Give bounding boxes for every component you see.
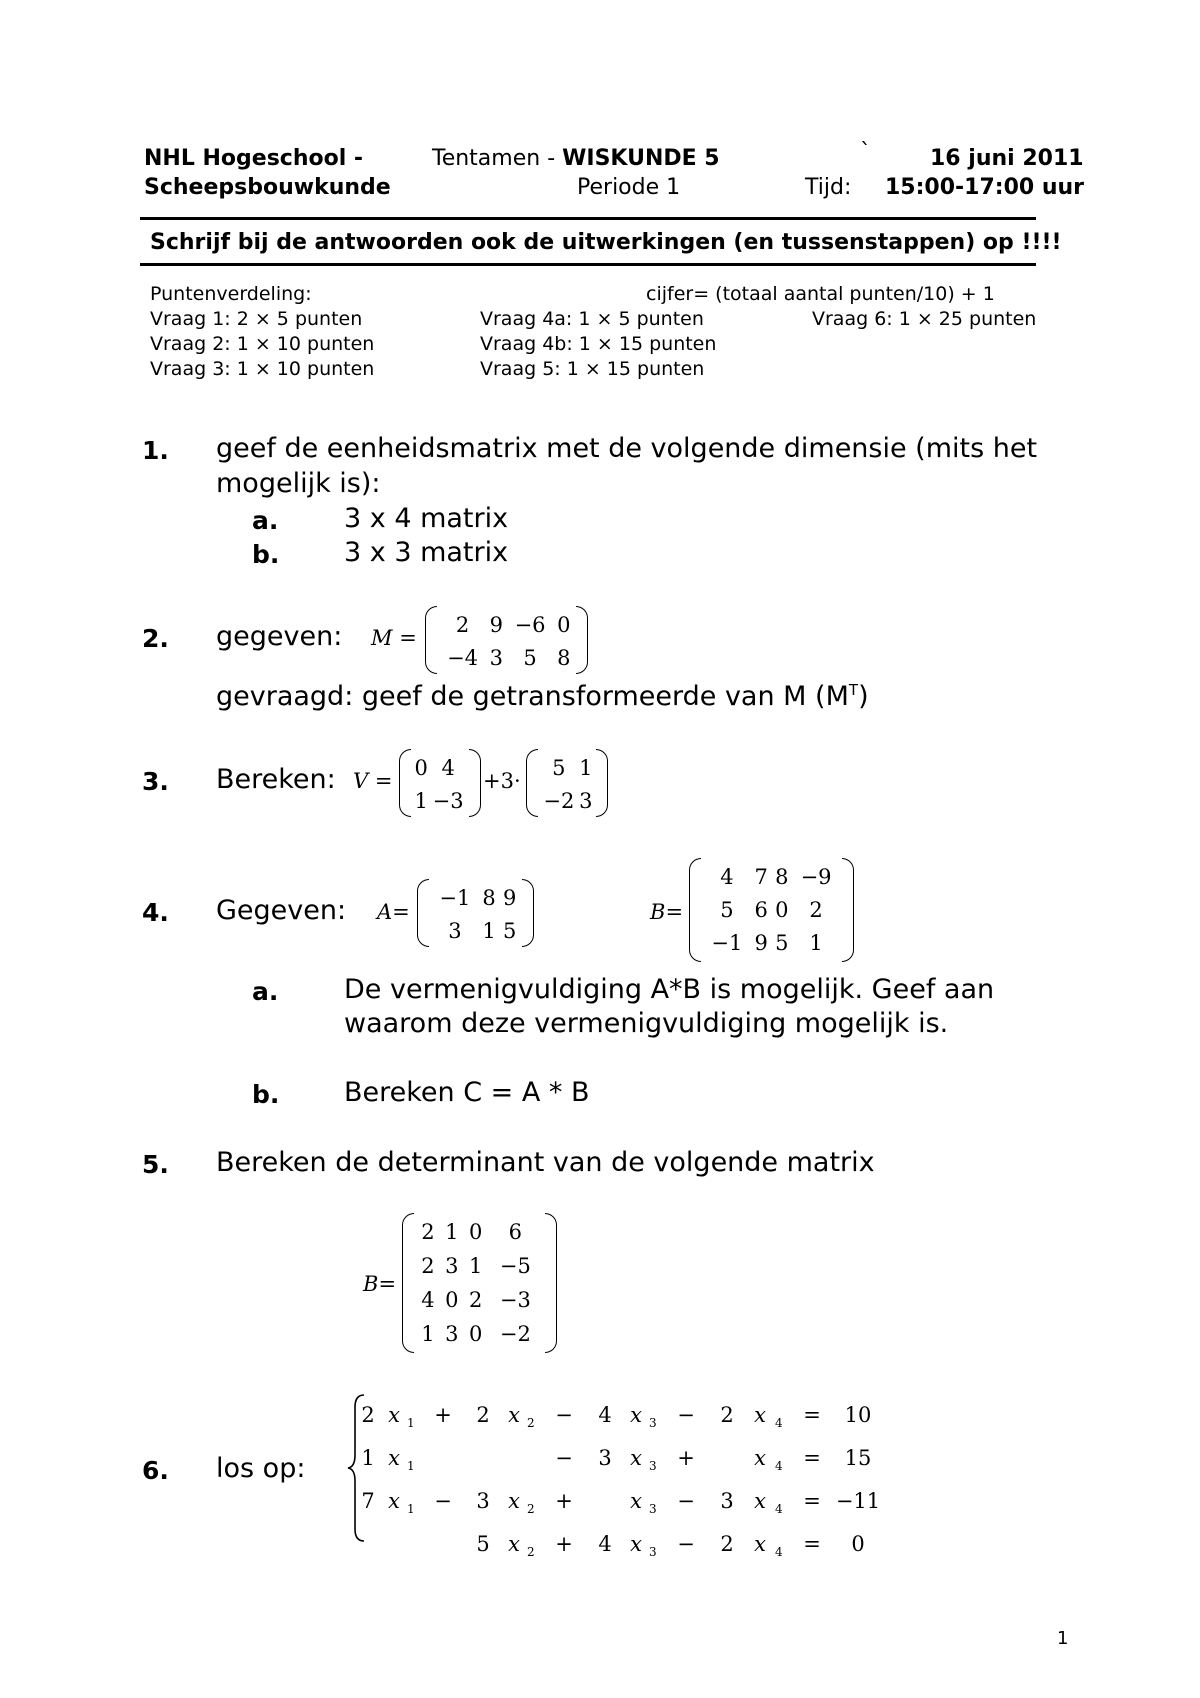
matrix-cell: −6 — [514, 612, 546, 637]
equation-cell: 2 — [527, 1545, 535, 1559]
left-paren — [402, 1213, 414, 1353]
q2-asked-sup: T — [848, 681, 859, 699]
q3-operator: +3· — [483, 769, 521, 793]
equation-cell: 2 — [720, 1531, 734, 1556]
matrix-cell: 1 — [579, 755, 593, 780]
equation-cell: + — [434, 1402, 452, 1427]
equation-cell: 3 — [649, 1502, 657, 1516]
exam-subject: WISKUNDE 5 — [562, 146, 720, 171]
q2-number: 2. — [142, 624, 169, 653]
matrix-cell: −5 — [499, 1254, 531, 1278]
grade-formula: cijfer= (totaal aantal punten/10) + 1 — [646, 283, 995, 305]
stray-backtick: ` — [860, 140, 871, 165]
points-q2: Vraag 2: 1 × 10 punten — [150, 333, 375, 355]
points-q5: Vraag 5: 1 × 15 punten — [480, 358, 705, 380]
header-rule-top — [140, 217, 1036, 220]
matrix-cell: 0 — [775, 897, 789, 922]
matrix-cell: −9 — [800, 864, 832, 889]
q5-matrix — [402, 1213, 557, 1353]
equation-cell: 4 — [598, 1402, 612, 1427]
q4b-text: Bereken C = A * B — [344, 1077, 590, 1108]
q5-text: Bereken de determinant van de volgende matrix — [216, 1147, 875, 1178]
right-paren — [842, 858, 854, 962]
equation-cell: − — [555, 1445, 573, 1470]
q4-label: Gegeven: — [216, 895, 347, 926]
matrix-cell: −1 — [711, 930, 743, 955]
q6-system — [355, 1393, 881, 1565]
matrix-cell: −2 — [499, 1322, 531, 1346]
matrix-cell: 4 — [421, 1288, 435, 1312]
left-paren — [417, 879, 429, 947]
equation-cell: x — [754, 1445, 766, 1470]
q3-equation-lhs — [353, 769, 392, 793]
department: Scheepsbouwkunde — [144, 175, 391, 200]
right-paren — [469, 749, 481, 817]
matrix-cell: 0 — [445, 1288, 459, 1312]
points-q1: Vraag 1: 2 × 5 punten — [150, 308, 363, 330]
q3-number: 3. — [142, 767, 169, 796]
matrix-cell: −2 — [543, 788, 575, 813]
equation-cell: x — [388, 1402, 400, 1427]
matrix-cell: 3 — [445, 1322, 459, 1346]
equation-row — [355, 1522, 881, 1565]
equation-cell: 1 — [407, 1502, 415, 1516]
q4-matrix-a — [417, 879, 534, 947]
matrix-cell: 2 — [469, 1288, 483, 1312]
school-name: NHL Hogeschool - — [144, 146, 364, 171]
equation-cell: − — [677, 1488, 695, 1513]
right-paren — [576, 606, 588, 674]
equation-cell: 2 — [361, 1402, 375, 1427]
q3-matrix-2 — [526, 749, 608, 817]
equation-cell: 0 — [851, 1531, 865, 1556]
equation-cell: − — [677, 1531, 695, 1556]
matrix-cell: 2 — [455, 612, 470, 637]
equation-cell: = — [803, 1488, 821, 1513]
equation-cell: x — [630, 1488, 642, 1513]
points-q6: Vraag 6: 1 × 25 punten — [812, 308, 1037, 330]
equation-cell: 3 — [598, 1445, 612, 1470]
equation-cell: 3 — [720, 1488, 734, 1513]
equation-cell: = — [803, 1402, 821, 1427]
equation-row — [355, 1436, 881, 1479]
matrix-cell: −3 — [432, 788, 464, 813]
equation-cell: 15 — [844, 1445, 872, 1470]
equation-cell: 2 — [527, 1502, 535, 1516]
equation-cell: 7 — [361, 1488, 375, 1513]
q1-number: 1. — [142, 436, 169, 465]
q3-label: Bereken: — [216, 764, 336, 795]
equation-cell: = — [803, 1531, 821, 1556]
q1b-label: b. — [252, 540, 280, 569]
equation-cell: + — [555, 1531, 573, 1556]
matrix-cell: 8 — [775, 864, 789, 889]
matrix-cell: 1 — [414, 788, 428, 813]
q5-equation-lhs — [363, 1272, 396, 1296]
equation-cell: x — [508, 1488, 520, 1513]
equation-cell: − — [434, 1488, 452, 1513]
matrix-cell: 2 — [421, 1220, 435, 1244]
equation-cell: + — [677, 1445, 695, 1470]
matrix-cell: 2 — [809, 897, 823, 922]
q4-matrix-b — [689, 858, 854, 962]
exam-date: 16 juni 2011 — [930, 146, 1084, 171]
equation-cell — [587, 1479, 623, 1522]
equation-cell: − — [677, 1402, 695, 1427]
q6-number: 6. — [142, 1456, 169, 1485]
matrix-cell: 9 — [502, 885, 517, 910]
equation-cell: x — [630, 1531, 642, 1556]
equation-cell: 10 — [844, 1402, 872, 1427]
q2-asked-close: ) — [858, 681, 869, 712]
matrix-cell: 6 — [754, 897, 768, 922]
equation-cell: 3 — [649, 1545, 657, 1559]
q1b-text: 3 x 3 matrix — [344, 537, 509, 568]
equation-cell: 1 — [361, 1445, 375, 1470]
time-label: Tijd: — [805, 175, 852, 200]
exam-period: Periode 1 — [577, 175, 681, 200]
matrix-cell: 1 — [445, 1220, 459, 1244]
equation-cell — [527, 1436, 541, 1479]
q6-label: los op: — [216, 1453, 306, 1484]
header-rule-bottom — [140, 263, 1036, 266]
equation-cell: 1 — [407, 1416, 415, 1430]
q4-var-a: A — [377, 900, 393, 924]
equation-cell: 3 — [476, 1488, 490, 1513]
left-paren — [526, 749, 538, 817]
q4a-text-line2: waarom deze vermenigvuldiging mogelijk is. — [344, 1008, 949, 1039]
matrix-cell: 1 — [469, 1254, 483, 1278]
equation-cell: x — [508, 1531, 520, 1556]
q4-equation-a — [377, 900, 410, 924]
q4-eq-a: = — [392, 900, 410, 924]
q3-matrix-1 — [399, 749, 481, 817]
equation-cell: 5 — [476, 1531, 490, 1556]
points-q4a: Vraag 4a: 1 × 5 punten — [480, 308, 704, 330]
matrix-cell: 7 — [754, 864, 768, 889]
equation-cell: 2 — [720, 1402, 734, 1427]
q4a-text-line1: De vermenigvuldiging A*B is mogelijk. Geef aan — [344, 974, 995, 1005]
matrix-cell: 3 — [489, 645, 503, 670]
q3-var: V — [353, 769, 369, 793]
matrix-cell: 3 — [448, 918, 462, 943]
matrix-cell: 4 — [441, 755, 455, 780]
equation-cell: 2 — [476, 1402, 490, 1427]
equation-cell: x — [754, 1531, 766, 1556]
q3-eq: = — [374, 769, 393, 793]
instruction: Schrijf bij de antwoorden ook de uitwerkingen (en tussenstappen) op !!!! — [150, 230, 1062, 255]
right-paren — [596, 749, 608, 817]
equation-cell: 4 — [775, 1459, 783, 1473]
equation-cell — [421, 1522, 465, 1565]
q4-number: 4. — [142, 898, 169, 927]
equation-row — [355, 1479, 881, 1522]
equation-cell: + — [555, 1488, 573, 1513]
matrix-cell: 9 — [754, 930, 768, 955]
equation-cell: x — [754, 1402, 766, 1427]
equation-cell: 1 — [407, 1459, 415, 1473]
matrix-cell: 3 — [445, 1254, 459, 1278]
q2-var: M — [371, 626, 393, 650]
matrix-cell: 5 — [552, 755, 566, 780]
points-title: Puntenverdeling: — [150, 283, 312, 305]
left-paren — [689, 858, 701, 962]
equation-cell — [465, 1436, 501, 1479]
equation-cell: 3 — [649, 1416, 657, 1430]
matrix-cell: 6 — [508, 1220, 523, 1244]
right-paren — [545, 1213, 557, 1353]
matrix-cell: 5 — [775, 930, 789, 955]
matrix-cell: 3 — [579, 788, 593, 813]
right-paren — [522, 879, 534, 947]
equation-cell: 4 — [775, 1416, 783, 1430]
points-q4b: Vraag 4b: 1 × 15 punten — [480, 333, 717, 355]
matrix-cell: 5 — [720, 897, 734, 922]
matrix-cell: 1 — [809, 930, 823, 955]
equation-cell: 4 — [775, 1502, 783, 1516]
exam-title — [432, 146, 720, 171]
equation-row — [355, 1393, 881, 1436]
q2-eq: = — [399, 626, 417, 650]
matrix-cell: 0 — [557, 612, 571, 637]
equation-cell: x — [388, 1445, 400, 1470]
q1a-label: a. — [252, 506, 279, 535]
equation-cell — [355, 1522, 381, 1565]
equation-cell: x — [630, 1402, 642, 1427]
matrix-cell: 2 — [421, 1254, 435, 1278]
equation-cell: 4 — [775, 1545, 783, 1559]
matrix-cell: 4 — [720, 864, 734, 889]
equation-cell: −11 — [835, 1488, 881, 1513]
equation-cell: 4 — [598, 1531, 612, 1556]
q2-given: gegeven: — [216, 621, 343, 652]
equation-cell — [381, 1522, 407, 1565]
q2-asked-text: gevraagd: geef de getransformeerde van M (M — [216, 681, 849, 712]
matrix-cell: 9 — [489, 612, 503, 637]
equation-cell: x — [388, 1488, 400, 1513]
equation-cell: x — [508, 1402, 520, 1427]
q1a-text: 3 x 4 matrix — [344, 503, 509, 534]
q5-var: B — [363, 1272, 379, 1296]
matrix-cell: 5 — [523, 645, 537, 670]
q2-matrix — [425, 606, 588, 674]
q1-text-line1: geef de eenheidsmatrix met de volgende dimensie (mits het — [216, 433, 1038, 464]
matrix-cell: −4 — [447, 645, 479, 670]
page-number: 1 — [1057, 1628, 1069, 1649]
matrix-cell: 1 — [482, 918, 496, 943]
q5-eq: = — [378, 1272, 397, 1296]
equation-cell: − — [555, 1402, 573, 1427]
q2-equation-lhs — [371, 626, 417, 650]
equation-cell — [421, 1436, 465, 1479]
equation-cell: x — [754, 1488, 766, 1513]
q1-text-line2: mogelijk is): — [216, 468, 381, 499]
equation-cell: = — [803, 1445, 821, 1470]
equation-cell — [407, 1522, 421, 1565]
q5-number: 5. — [142, 1150, 169, 1179]
points-q3: Vraag 3: 1 × 10 punten — [150, 358, 375, 380]
q4-var-b: B — [650, 900, 666, 924]
matrix-cell: 8 — [482, 885, 496, 910]
exam-time: 15:00-17:00 uur — [885, 175, 1085, 200]
left-paren — [399, 749, 411, 817]
q4-eq-b: = — [665, 900, 684, 924]
q4a-label: a. — [252, 977, 279, 1006]
equation-cell — [501, 1436, 527, 1479]
matrix-cell: 5 — [502, 918, 517, 943]
matrix-cell: 1 — [421, 1322, 435, 1346]
matrix-cell: 0 — [414, 755, 428, 780]
equation-cell: 2 — [527, 1416, 535, 1430]
exam-prefix: Tentamen - — [432, 146, 563, 171]
matrix-cell: 0 — [469, 1322, 483, 1346]
matrix-cell: 8 — [557, 645, 571, 670]
equation-cell — [709, 1436, 745, 1479]
matrix-cell: 0 — [469, 1220, 483, 1244]
equation-cell: x — [630, 1445, 642, 1470]
equation-cell: 3 — [649, 1459, 657, 1473]
matrix-cell: −1 — [439, 885, 471, 910]
q2-asked — [216, 681, 869, 712]
q4b-label: b. — [252, 1080, 280, 1109]
left-paren — [425, 606, 437, 674]
matrix-cell: −3 — [499, 1288, 531, 1312]
q4-equation-b — [650, 900, 683, 924]
